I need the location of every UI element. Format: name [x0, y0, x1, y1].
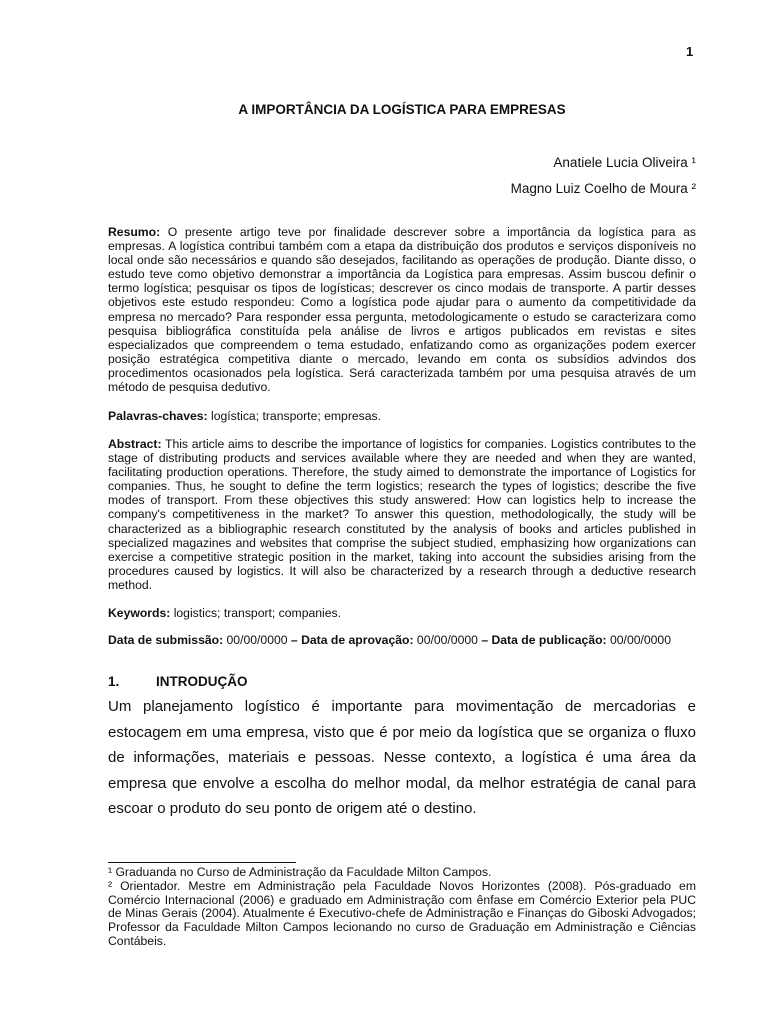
publication-date-value: 00/00/0000	[606, 633, 671, 647]
author-2: Magno Luiz Coelho de Moura ²	[510, 181, 696, 196]
footnote-separator	[108, 862, 296, 863]
resumo-label: Resumo:	[108, 225, 161, 239]
abstract-text: This article aims to describe the importance of logistics for companies. Logistics contributes to the stage of distributing products and services available where they are needed and when they are wanted, facilitating production operations. Therefore, the study aimed to demonstrate the importance of Logistics for companies. Thus, he sought to define the term logistics; research the types of logistics; describe the five modes of transport. From these objectives this study answered: How can logistics help to increase the company's competitiveness in the market? To answer this question, methodologically, the study will be characterized as a bibliographic research constituted by the analysis of books and articles published in specialized magazines and websites that comprise the subject studied, emphasizing how organizations can exercise a competitive strategic position in the market, taking into account the subsidies arising from the procedures caused by logistics. It will also be characterized by a research through a deductive research method.	[108, 437, 696, 592]
palavras-chaves-section	[108, 409, 696, 423]
footnotes	[108, 866, 696, 949]
keywords-label: Keywords:	[108, 606, 171, 620]
keywords-section	[108, 606, 696, 620]
resumo-section	[108, 225, 696, 394]
section-number: 1.	[108, 674, 120, 689]
palavras-chaves-label: Palavras-chaves:	[108, 409, 208, 423]
dates-line	[108, 633, 696, 647]
keywords-text: logistics; transport; companies.	[170, 606, 342, 620]
abstract-label: Abstract:	[108, 437, 162, 451]
intro-section	[108, 694, 696, 822]
section-title: INTRODUÇÃO	[156, 674, 248, 689]
submission-date-value: 00/00/0000	[223, 633, 291, 647]
footnote-2: ² Orientador. Mestre em Administração pela Faculdade Novos Horizontes (2008). Pós-graduado em Comércio Internacional (2006) e graduado em Administração com ênfase em Comércio Exterior pela PUC de Minas Gerais (2004). Atualmente é Executivo-chefe de Administração e Finanças do Giboski Advogados; Professor da Faculdade Milton Campos lecionando no curso de Graduação em Administração e Ciências Contábeis.	[108, 878, 696, 948]
intro-paragraph: Um planejamento logístico é importante para movimentação de mercadorias e estocagem em uma empresa, visto que é por meio da logística que se organiza o fluxo de informações, materiais e pessoas. Nesse contexto, a logística é uma área da empresa que envolve a escolha do melhor modal, da melhor estratégia de canal para escoar o produto do seu ponto de origem até o destino.	[108, 698, 696, 818]
resumo-text: O presente artigo teve por finalidade descrever sobre a importância da logística para as empresas. A logística contribui também com a etapa da distribuição dos produtos e serviços disponíveis no local onde são necessários e quando são desejados, facilitando as operações de produção. Diante disso, o estudo teve como objetivo demonstrar a importância da Logística para empresas. Assim buscou definir o termo logística; pesquisar os tipos de logísticas; descrever os cinco modais de transporte. A partir desses objetivos este estudo respondeu: Como a logística pode ajudar para o aumento da competitividade da empresa no mercado? Para responder essa pergunta, metodologicamente o estudo se caracterizara como pesquisa bibliográfica constituída pela análise de livros e artigos publicados em revistas e sites especializados que compreendem o tema estudado, enfatizando como as organizações podem exercer posição estratégica competitiva diante o mercado, levando em conta os subsídios advindos dos procedimentos ocasionados pela logística. Será caracterizada também por uma pesquisa através de um método de pesquisa dedutivo.	[108, 225, 696, 395]
paper-title: A IMPORTÂNCIA DA LOGÍSTICA PARA EMPRESAS	[238, 102, 566, 117]
abstract-section	[108, 437, 696, 592]
author-list	[108, 150, 696, 202]
palavras-chaves-text: logística; transporte; empresas.	[207, 409, 382, 423]
publication-date-label: – Data de publicação:	[481, 633, 607, 647]
submission-date-label: Data de submissão:	[108, 633, 224, 647]
approval-date-value: 00/00/0000	[413, 633, 482, 647]
author-1: Anatiele Lucia Oliveira ¹	[553, 155, 696, 170]
page-number: 1	[686, 44, 694, 59]
section-heading-introducao	[108, 674, 248, 689]
footnote-1: ¹ Graduanda no Curso de Administração da Faculdade Milton Campos.	[108, 865, 492, 879]
approval-date-label: – Data de aprovação:	[290, 633, 414, 647]
